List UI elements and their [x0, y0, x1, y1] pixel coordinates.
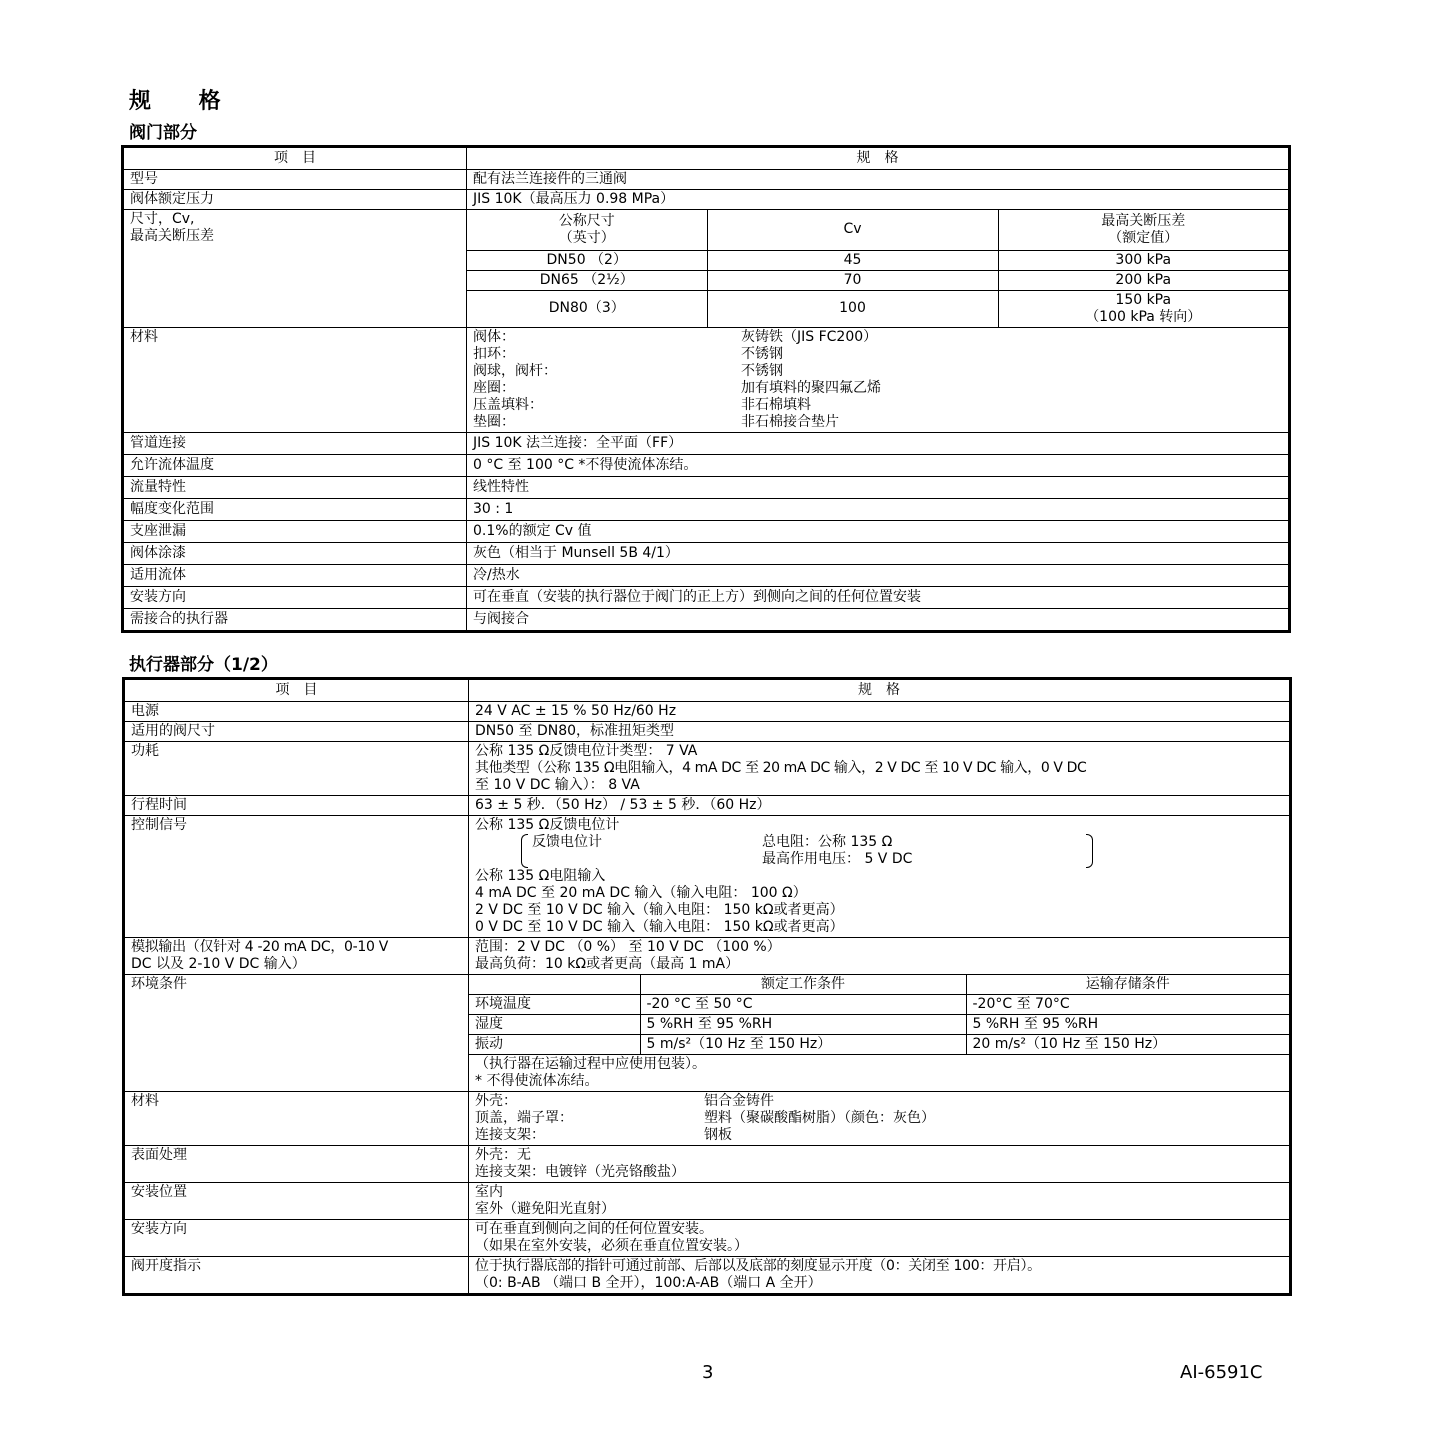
- row-value: [469, 1257, 1291, 1295]
- row-label: 控制信号: [124, 816, 469, 938]
- env-data-row: [469, 1035, 1289, 1055]
- environment-row: [124, 975, 1291, 1092]
- row-value: 可在垂直（安装的执行器位于阀门的正上方）到侧向之间的任何位置安装: [467, 586, 1290, 608]
- row-label: 型号: [123, 170, 467, 190]
- text-line: 公称 135 Ω反馈电位计类型： 7 VA: [475, 743, 698, 759]
- text-line: 连接支架：电镀锌（光亮铬酸盐）: [475, 1164, 685, 1180]
- size-data-row: [467, 250, 1288, 270]
- table-row: [123, 542, 1290, 564]
- env-key: 环境温度: [469, 995, 640, 1015]
- size-cell: DN65 （2½）: [467, 270, 707, 290]
- materials-row: [124, 1092, 1291, 1146]
- row-value: 0 °C 至 100 °C *不得使流体冻结。: [467, 454, 1290, 476]
- material-value: 塑料（聚碳酸酯树脂）（颜色：灰色）: [704, 1110, 935, 1126]
- table-row: [123, 454, 1290, 476]
- text-line: 范围：2 V DC （0 %） 至 10 V DC （100 %）: [475, 939, 781, 955]
- row-label: 流量特性: [123, 476, 467, 498]
- table-row: [124, 1146, 1291, 1183]
- row-value: 冷/热水: [467, 564, 1290, 586]
- env-rated: 5 m/s²（10 Hz 至 150 Hz）: [640, 1035, 966, 1055]
- table-row: [123, 498, 1290, 520]
- row-value: JIS 10K（最高压力 0.98 MPa）: [467, 190, 1290, 210]
- material-value: 铝合金铸件: [704, 1093, 774, 1109]
- material-key: 扣环：: [473, 345, 515, 362]
- table-row: [124, 1220, 1291, 1257]
- env-note-1: （执行器在运输过程中应使用包装）。: [475, 1056, 706, 1072]
- header-spec: 规 格: [467, 147, 1290, 170]
- row-label: 表面处理: [124, 1146, 469, 1183]
- page-title: 规 格: [129, 89, 241, 114]
- row-label: 阀体涂漆: [123, 542, 467, 564]
- cv-cell: 100: [707, 290, 998, 327]
- dp-cell: 300 kPa: [998, 250, 1288, 270]
- material-value: 非石棉填料: [741, 396, 811, 413]
- material-value: 加有填料的聚四氟乙烯: [741, 379, 881, 396]
- row-label: 安装方向: [124, 1220, 469, 1257]
- size-head-row: [467, 210, 1288, 250]
- table-row: [124, 702, 1291, 722]
- size-subtable: [467, 210, 1288, 327]
- table-row: [124, 1257, 1291, 1295]
- material-key: 阀体：: [473, 328, 515, 345]
- text-line: 其他类型（公称 135 Ω电阻输入，4 mA DC 至 20 mA DC 输入，2 V DC 至 10 V DC 输入，0 V DC: [475, 760, 1087, 776]
- row-label: 功耗: [124, 742, 469, 796]
- row-value: 63 ± 5 秒．（50 Hz） / 53 ± 5 秒．（60 Hz）: [469, 796, 1291, 816]
- row-label: 安装方向: [123, 586, 467, 608]
- row-value: [469, 742, 1291, 796]
- feedback-name: 反馈电位计: [532, 834, 602, 850]
- row-label: 幅度变化范围: [123, 498, 467, 520]
- env-rated: 5 %RH 至 95 %RH: [640, 1015, 966, 1035]
- text-line: 公称 135 Ω反馈电位计: [475, 817, 620, 833]
- material-key: 阀球，阀杆：: [473, 362, 557, 379]
- header-item: 项 目: [123, 147, 467, 170]
- valve-section-title: 阀门部分: [129, 123, 197, 143]
- head-size-1: 公称尺寸: [558, 212, 615, 229]
- row-label: 适用的阀尺寸: [124, 722, 469, 742]
- row-value: 配有法兰连接件的三通阀: [467, 170, 1290, 190]
- feedback-spec-2: 最高作用电压： 5 V DC: [762, 851, 913, 867]
- material-value: 灰铸铁（JIS FC200）: [741, 328, 878, 345]
- material-key: 顶盖，端子罩：: [475, 1110, 573, 1126]
- env-key: 振动: [469, 1035, 640, 1055]
- table-row: [124, 742, 1291, 796]
- size-cell: DN80（3）: [467, 290, 707, 327]
- materials-list: [469, 1092, 1291, 1146]
- row-value: 30 : 1: [467, 498, 1290, 520]
- table-row: [123, 170, 1290, 190]
- text-line: 外壳：无: [475, 1147, 531, 1163]
- row-label: 需接合的执行器: [123, 608, 467, 631]
- table-header-row: [124, 679, 1291, 702]
- table-row: [124, 938, 1291, 975]
- env-key: 湿度: [469, 1015, 640, 1035]
- materials-list: [467, 327, 1290, 432]
- env-transport: 20 m/s²（10 Hz 至 150 Hz）: [966, 1035, 1289, 1055]
- feedback-spec-1: 总电阻：公称 135 Ω: [762, 834, 893, 850]
- bracket-left: [521, 834, 528, 868]
- row-label: 环境条件: [124, 975, 469, 1092]
- analog-label-2: DC 以及 2-10 V DC 输入）: [131, 956, 306, 972]
- size-label-2: 最高关断压差: [130, 228, 214, 244]
- row-label: 允许流体温度: [123, 454, 467, 476]
- text-line: 室内: [475, 1184, 503, 1200]
- env-data-row: [469, 995, 1289, 1015]
- table-row: [124, 1183, 1291, 1220]
- row-label: 材料: [124, 1092, 469, 1146]
- env-notes: [469, 1055, 1289, 1092]
- text-line: （如果在室外安装，必须在垂直位置安装。）: [475, 1238, 748, 1254]
- env-transport: -20°C 至 70°C: [966, 995, 1289, 1015]
- row-label: 阀开度指示: [124, 1257, 469, 1295]
- row-value: [469, 1146, 1291, 1183]
- material-key: 垫圈：: [473, 413, 515, 430]
- size-data-row: [467, 290, 1288, 327]
- row-label: 支座泄漏: [123, 520, 467, 542]
- row-label: 电源: [124, 702, 469, 722]
- row-value: 24 V AC ± 15 % 50 Hz/60 Hz: [469, 702, 1291, 722]
- row-value: [469, 1183, 1291, 1220]
- dp-note: （100 kPa 转向）: [1085, 308, 1202, 325]
- table-row: [123, 432, 1290, 454]
- size-label-1: 尺寸，Cv,: [130, 211, 195, 227]
- dp-cell: 200 kPa: [998, 270, 1288, 290]
- text-line: （0: B-AB （端口 B 全开），100:A-AB（端口 A 全开）: [475, 1275, 822, 1291]
- row-label: [123, 210, 467, 328]
- actuator-section-title: 执行器部分（1/2）: [129, 655, 278, 675]
- text-line: 公称 135 Ω电阻输入: [475, 868, 606, 884]
- material-key: 外壳：: [475, 1093, 517, 1109]
- row-label: 材料: [123, 327, 467, 432]
- material-value: 钢板: [704, 1127, 732, 1143]
- size-data-row: [467, 270, 1288, 290]
- actuator-spec-table: [122, 677, 1292, 1296]
- table-row: [124, 816, 1291, 938]
- env-head-rated: 额定工作条件: [640, 975, 966, 995]
- head-dp-1: 最高关断压差: [1101, 212, 1186, 229]
- row-label: 行程时间: [124, 796, 469, 816]
- row-label: 适用流体: [123, 564, 467, 586]
- env-data-row: [469, 1015, 1289, 1035]
- cv-cell: 45: [707, 250, 998, 270]
- text-line: 可在垂直到侧向之间的任何位置安装。: [475, 1221, 713, 1237]
- document-id: AI-6591C: [1180, 1362, 1263, 1383]
- row-value: 线性特性: [467, 476, 1290, 498]
- row-value: [469, 816, 1291, 938]
- head-size: [467, 210, 707, 250]
- materials-row: [123, 327, 1290, 432]
- head-dp-2: （额定值）: [1108, 229, 1179, 246]
- valve-spec-table: [121, 145, 1291, 633]
- table-row: [124, 796, 1291, 816]
- dp-cell: [998, 290, 1288, 327]
- header-spec: 规 格: [469, 679, 1291, 702]
- env-head-transport: 运输存储条件: [966, 975, 1289, 995]
- text-line: 位于执行器底部的指针可通过前部、后部以及底部的刻度显示开度（0：关闭至 100：开启）。: [475, 1258, 1041, 1274]
- table-row: [123, 520, 1290, 542]
- row-value: 灰色（相当于 Munsell 5B 4/1）: [467, 542, 1290, 564]
- env-transport: 5 %RH 至 95 %RH: [966, 1015, 1289, 1035]
- feedback-specs: [762, 834, 912, 868]
- text-line: 室外（避免阳光直射）: [475, 1201, 615, 1217]
- text-line: 至 10 V DC 输入）： 8 VA: [475, 777, 640, 793]
- env-head-row: [469, 975, 1289, 995]
- row-label: 安装位置: [124, 1183, 469, 1220]
- head-size-2: （英寸）: [558, 229, 615, 246]
- material-value: 非石棉接合垫片: [741, 413, 839, 430]
- cv-cell: 70: [707, 270, 998, 290]
- table-header-row: [123, 147, 1290, 170]
- row-label: 阀体额定压力: [123, 190, 467, 210]
- table-row: [123, 190, 1290, 210]
- table-row: [123, 476, 1290, 498]
- head-dp: [998, 210, 1288, 250]
- env-note-2: * 不得使流体冻结。: [475, 1073, 599, 1089]
- row-label: 管道连接: [123, 432, 467, 454]
- row-label: [124, 938, 469, 975]
- row-value: 与阀接合: [467, 608, 1290, 631]
- bracket-right: [1086, 834, 1093, 868]
- row-value: [469, 938, 1291, 975]
- table-row: [123, 608, 1290, 631]
- size-cell: DN50 （2）: [467, 250, 707, 270]
- env-note-row: [469, 1055, 1289, 1092]
- material-value: 不锈钢: [741, 345, 783, 362]
- size-row: [123, 210, 1290, 328]
- material-key: 连接支架：: [475, 1127, 545, 1143]
- material-key: 压盖填料：: [473, 396, 543, 413]
- feedback-potentiometer-box: [521, 834, 1283, 868]
- env-rated: -20 °C 至 50 °C: [640, 995, 966, 1015]
- row-value: 0.1%的额定 Cv 值: [467, 520, 1290, 542]
- environment-subtable-cell: [469, 975, 1291, 1092]
- row-value: JIS 10K 法兰连接：全平面（FF）: [467, 432, 1290, 454]
- header-item: 项 目: [124, 679, 469, 702]
- env-head-blank: [469, 975, 640, 995]
- analog-label-1: 模拟输出（仅针对 4 -20 mA DC，0-10 V: [131, 939, 389, 955]
- page-number: 3: [702, 1362, 714, 1383]
- table-row: [123, 564, 1290, 586]
- text-line: 2 V DC 至 10 V DC 输入（输入电阻： 150 kΩ或者更高）: [475, 902, 844, 918]
- dp-value: 150 kPa: [1115, 291, 1172, 308]
- row-value: [469, 1220, 1291, 1257]
- material-key: 座圈：: [473, 379, 515, 396]
- table-row: [123, 586, 1290, 608]
- text-line: 最高负荷：10 kΩ或者更高（最高 1 mA）: [475, 956, 740, 972]
- text-line: 0 V DC 至 10 V DC 输入（输入电阻： 150 kΩ或者更高）: [475, 919, 844, 935]
- material-value: 不锈钢: [741, 362, 783, 379]
- size-subtable-cell: [467, 210, 1290, 328]
- text-line: 4 mA DC 至 20 mA DC 输入（输入电阻： 100 Ω）: [475, 885, 807, 901]
- table-row: [124, 722, 1291, 742]
- environment-subtable: [469, 975, 1289, 1091]
- row-value: DN50 至 DN80，标准扭矩类型: [469, 722, 1291, 742]
- head-cv: Cv: [707, 210, 998, 250]
